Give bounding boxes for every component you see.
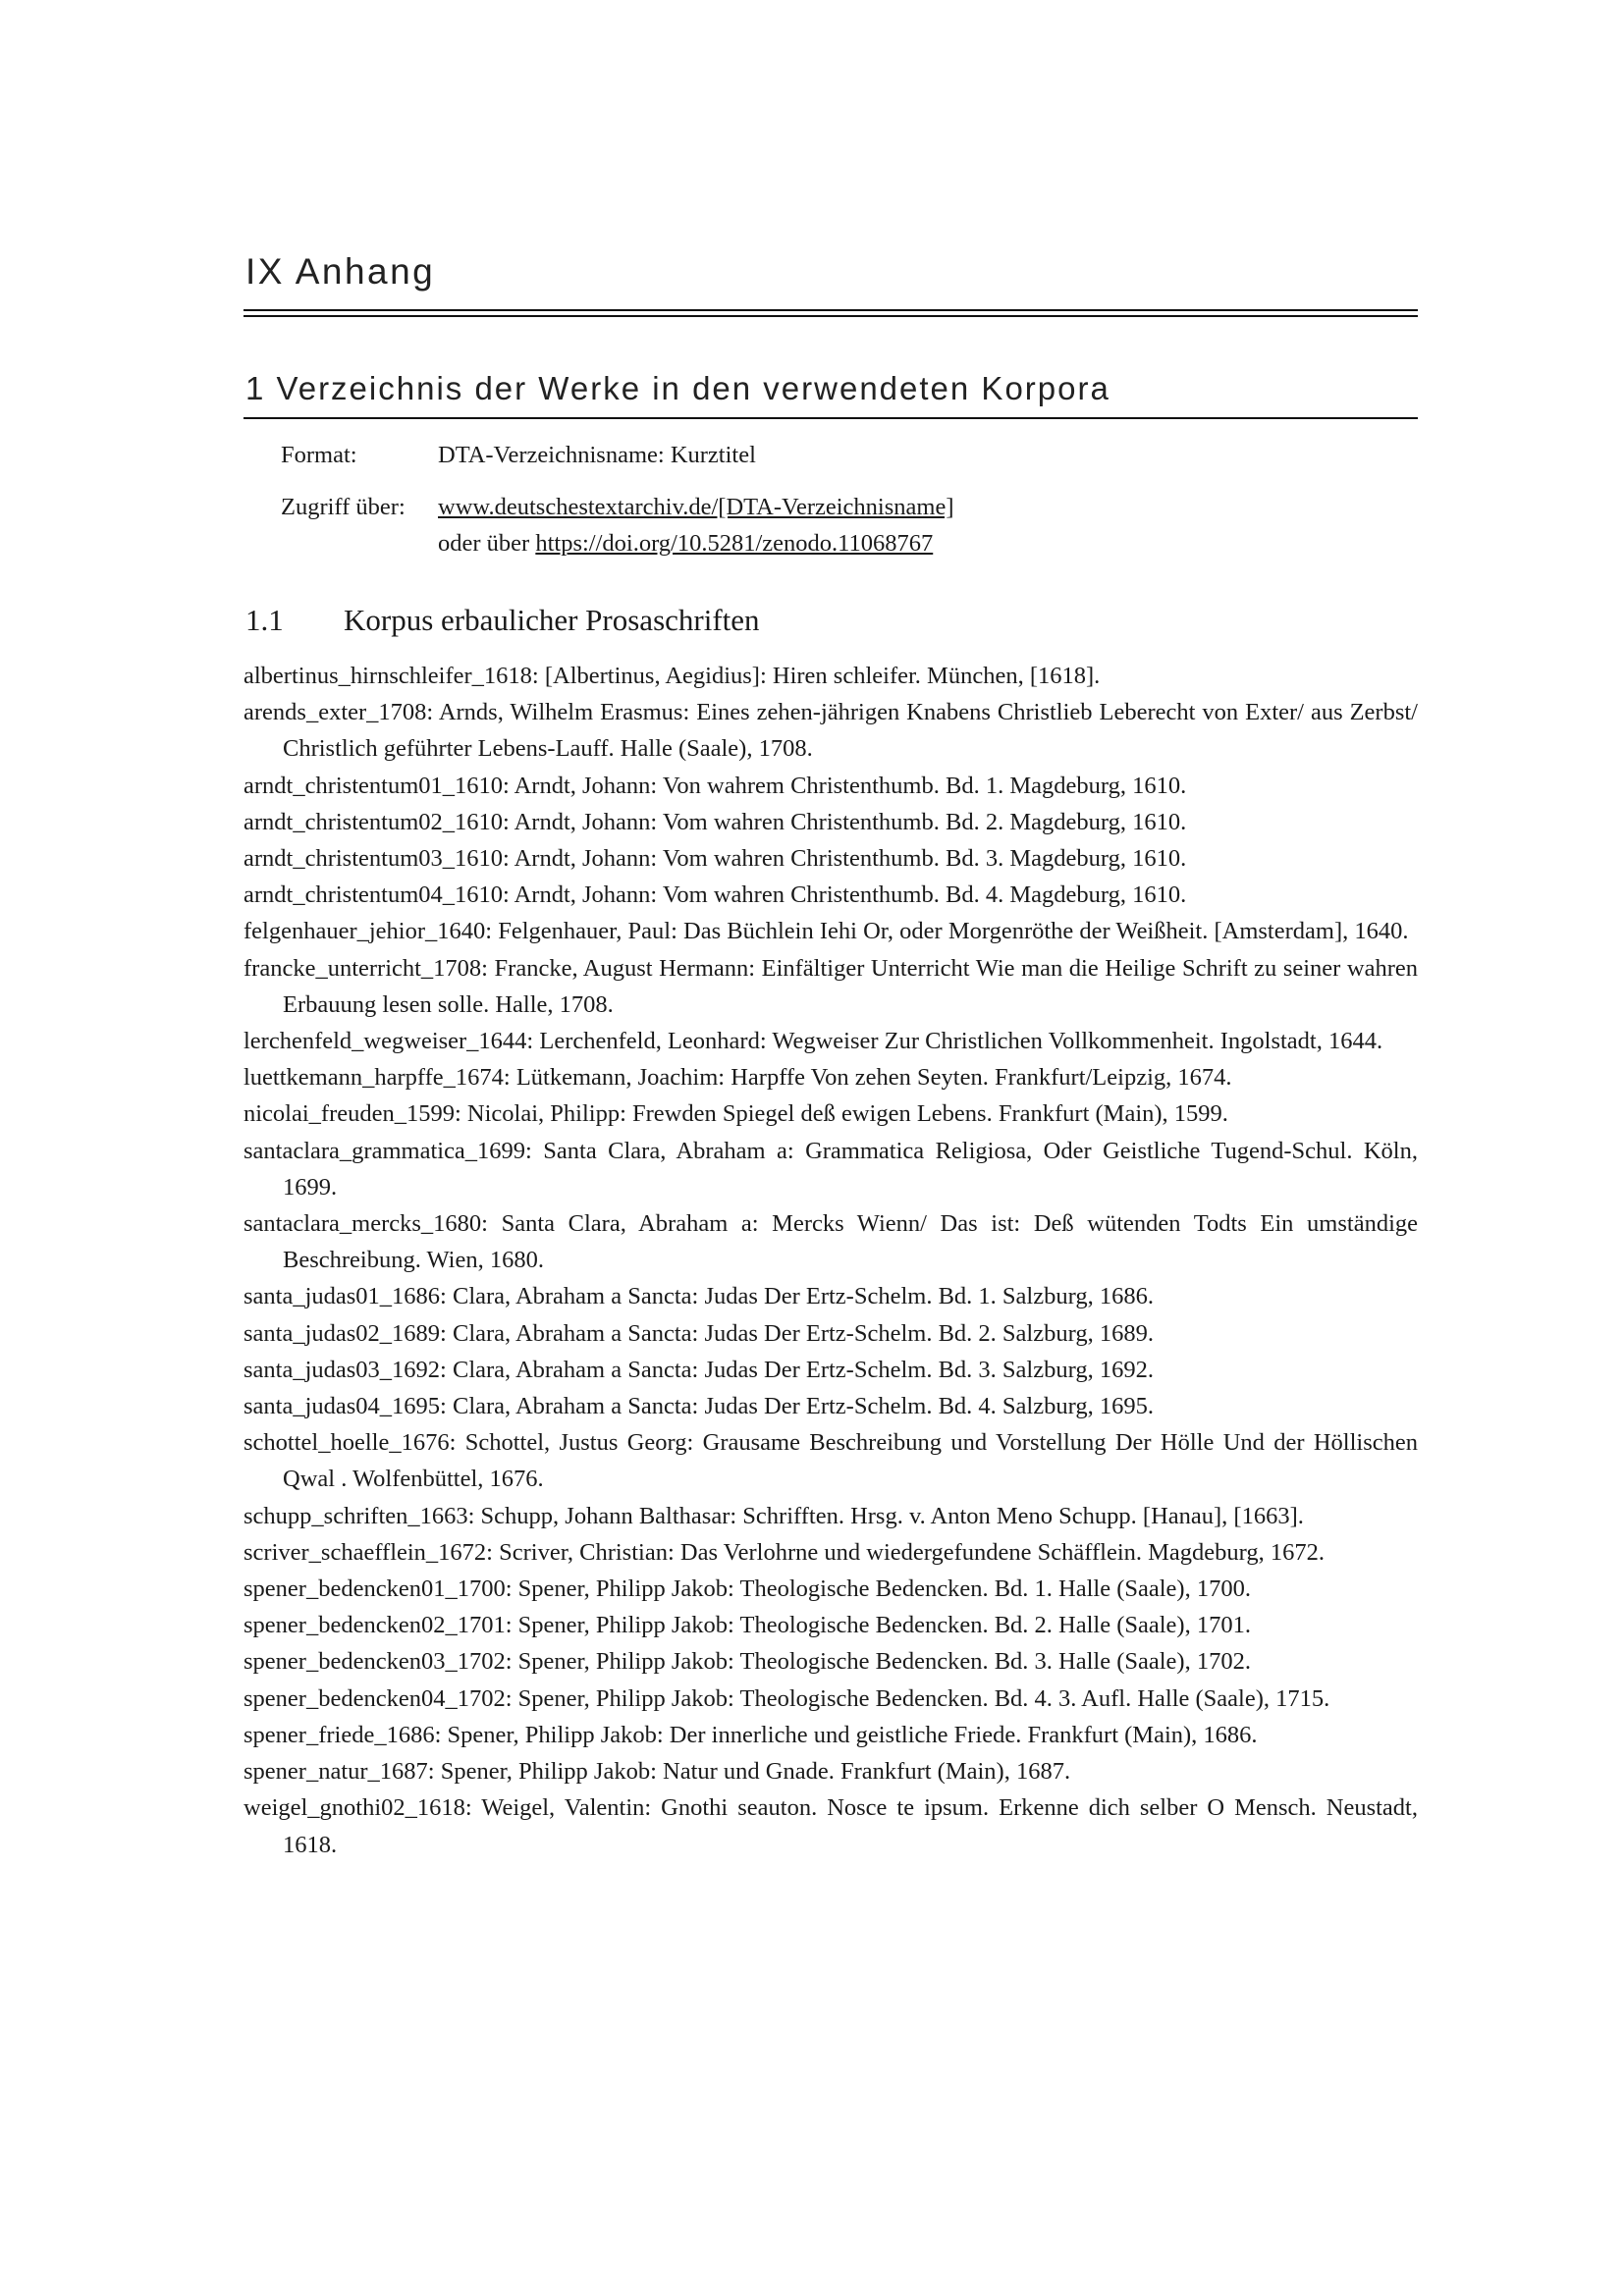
bibliography-entry: schottel_hoelle_1676: Schottel, Justus Georg: Grausame Beschreibung und Vorstellung Der Hölle Und der Höllischen Qwal . Wolfenbüttel, 1676.: [244, 1429, 1418, 1493]
bibliography-entry: luettkemann_harpffe_1674: Lütkemann, Joachim: Harpffe Von zehen Seyten. Frankfurt/Leipzig, 1674.: [244, 1064, 1232, 1092]
subsection-heading: [244, 601, 1418, 640]
bibliography-entry: santaclara_grammatica_1699: Santa Clara, Abraham a: Grammatica Religiosa, Oder Geistliche Tugend-Schul. Köln, 1699.: [244, 1137, 1418, 1201]
dta-link[interactable]: www.deutschestextarchiv.de/[DTA-Verzeichnisname]: [438, 494, 954, 520]
chapter-rule-top: [244, 309, 1418, 311]
chapter-rule-bottom: [244, 315, 1418, 317]
bibliography-entry: spener_bedencken02_1701: Spener, Philipp Jakob: Theologische Bedencken. Bd. 2. Halle (Saale), 1701.: [244, 1612, 1251, 1639]
section-rule: [244, 417, 1418, 419]
bibliography-entry: arndt_christentum01_1610: Arndt, Johann: Von wahrem Christenthumb. Bd. 1. Magdeburg, 1610.: [244, 772, 1187, 799]
bibliography-entry: santa_judas01_1686: Clara, Abraham a Sancta: Judas Der Ertz-Schelm. Bd. 1. Salzburg, 1686.: [244, 1283, 1154, 1310]
bibliography-entry: lerchenfeld_wegweiser_1644: Lerchenfeld, Leonhard: Wegweiser Zur Christlichen Vollkommenheit. Ingolstadt, 1644.: [244, 1028, 1383, 1055]
doi-link[interactable]: https://doi.org/10.5281/zenodo.11068767: [535, 530, 934, 557]
bibliography-entry: arndt_christentum03_1610: Arndt, Johann: Vom wahren Christenthumb. Bd. 3. Magdeburg, 1610.: [244, 845, 1187, 873]
subsection-title: Korpus erbaulicher Prosaschriften: [344, 603, 760, 637]
access-label: Zugriff über:: [281, 494, 406, 520]
access-value: [438, 489, 953, 525]
alt-prefix: oder über: [438, 530, 536, 557]
bibliography-entry: santa_judas02_1689: Clara, Abraham a Sancta: Judas Der Ertz-Schelm. Bd. 2. Salzburg, 1689.: [244, 1319, 1154, 1347]
format-label: Format:: [281, 442, 357, 468]
bibliography-entry: spener_friede_1686: Spener, Philipp Jakob: Der innerliche und geistliche Friede. Frankfurt (Main), 1686.: [244, 1721, 1258, 1748]
bibliography-entry: santa_judas03_1692: Clara, Abraham a Sancta: Judas Der Ertz-Schelm. Bd. 3. Salzburg, 1692.: [244, 1356, 1154, 1383]
bibliography-entry: spener_natur_1687: Spener, Philipp Jakob: Natur und Gnade. Frankfurt (Main), 1687.: [244, 1758, 1071, 1786]
chapter-title: IX Anhang: [245, 251, 436, 292]
bibliography-entry: albertinus_hirnschleifer_1618: [Albertinus, Aegidius]: Hiren schleifer. München, [1618].: [244, 663, 1101, 689]
bibliography-entry: francke_unterricht_1708: Francke, August Hermann: Einfältiger Unterricht Wie man die Heilige Schrift zu seiner wahren Erbauung lesen solle. Halle, 1708.: [244, 954, 1418, 1018]
bibliography-entry: nicolai_freuden_1599: Nicolai, Philipp: Frewden Spiegel deß ewigen Lebens. Frankfurt (Main), 1599.: [244, 1100, 1228, 1128]
bibliography-entry: spener_bedencken04_1702: Spener, Philipp Jakob: Theologische Bedencken. Bd. 4. 3. Aufl. Halle (Saale), 1715.: [244, 1684, 1330, 1712]
alt-access-row: [244, 525, 1418, 561]
bibliography-entry: arndt_christentum02_1610: Arndt, Johann: Vom wahren Christenthumb. Bd. 2. Magdeburg, 1610.: [244, 808, 1187, 835]
bibliography-entry: santa_judas04_1695: Clara, Abraham a Sancta: Judas Der Ertz-Schelm. Bd. 4. Salzburg, 1695.: [244, 1393, 1154, 1420]
access-row: [244, 489, 1418, 525]
access-info: [244, 437, 1418, 561]
bibliography-entry: arndt_christentum04_1610: Arndt, Johann: Vom wahren Christenthumb. Bd. 4. Magdeburg, 1610.: [244, 881, 1187, 909]
document-page: [244, 250, 1418, 1863]
subsection-number: 1.1: [245, 603, 284, 637]
format-value: DTA-Verzeichnisname: Kurztitel: [438, 442, 756, 468]
bibliography-entry: schupp_schriften_1663: Schupp, Johann Balthasar: Schrifften. Hrsg. v. Anton Meno Schupp. [Hanau], [1663].: [244, 1502, 1304, 1529]
bibliography-entry: santaclara_mercks_1680: Santa Clara, Abraham a: Mercks Wienn/ Das ist: Deß wütenden Todts Ein umständige Beschreibung. Wien, 1680.: [244, 1210, 1418, 1274]
section-title: 1 Verzeichnis der Werke in den verwendeten Korpora: [245, 370, 1110, 406]
bibliography-list: [244, 658, 1418, 1863]
bibliography-entry: scriver_schaefflein_1672: Scriver, Christian: Das Verlohrne und wiedergefundene Schäfflein. Magdeburg, 1672.: [244, 1538, 1326, 1566]
alt-access-value: [438, 525, 933, 561]
bibliography-entry: spener_bedencken03_1702: Spener, Philipp Jakob: Theologische Bedencken. Bd. 3. Halle (Saale), 1702.: [244, 1648, 1251, 1676]
bibliography-entry: arends_exter_1708: Arnds, Wilhelm Erasmus: Eines zehen-jährigen Knabens Christlieb Leberecht von Exter/ aus Zerbst/ Christlich geführter Lebens-Lauff. Halle (Saale), 1708.: [244, 699, 1418, 763]
bibliography-entry: felgenhauer_jehior_1640: Felgenhauer, Paul: Das Büchlein Iehi Or, oder Morgenröthe der Weißheit. [Amsterdam], 1640.: [244, 918, 1409, 945]
bibliography-entry: weigel_gnothi02_1618: Weigel, Valentin: Gnothi seauton. Nosce te ipsum. Erkenne dich selber O Mensch. Neustadt, 1618.: [244, 1794, 1418, 1858]
format-row: [244, 437, 1418, 473]
bibliography-entry: spener_bedencken01_1700: Spener, Philipp Jakob: Theologische Bedencken. Bd. 1. Halle (Saale), 1700.: [244, 1575, 1251, 1603]
